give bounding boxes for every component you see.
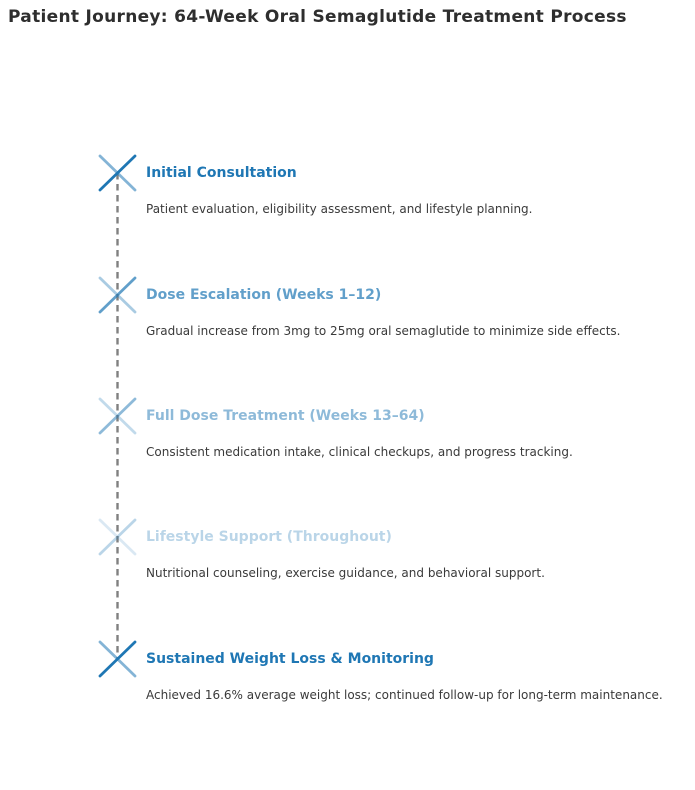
step-title: Sustained Weight Loss & Monitoring (146, 651, 434, 667)
timeline-step (146, 649, 691, 704)
timeline-step (146, 163, 691, 218)
timeline-step (146, 406, 691, 461)
step-title: Lifestyle Support (Throughout) (146, 529, 392, 545)
step-description: Achieved 16.6% average weight loss; continued follow-up for long-term maintenance. (146, 688, 663, 702)
step-description: Nutritional counseling, exercise guidance, and behavioral support. (146, 566, 545, 580)
step-marker-x-icon (100, 156, 135, 190)
step-description: Gradual increase from 3mg to 25mg oral semaglutide to minimize side effects. (146, 324, 621, 338)
page-title: Patient Journey: 64-Week Oral Semaglutide Treatment Process (8, 7, 627, 27)
step-title: Initial Consultation (146, 165, 297, 181)
step-marker-x-icon (100, 399, 135, 433)
timeline-step (146, 527, 691, 582)
step-marker-x-icon (100, 520, 135, 554)
step-description: Consistent medication intake, clinical checkups, and progress tracking. (146, 445, 573, 459)
step-description: Patient evaluation, eligibility assessment, and lifestyle planning. (146, 202, 533, 216)
step-title: Full Dose Treatment (Weeks 13–64) (146, 408, 425, 424)
step-marker-x-icon (100, 642, 135, 676)
step-title: Dose Escalation (Weeks 1–12) (146, 287, 382, 303)
step-marker-x-icon (100, 278, 135, 312)
timeline-step (146, 285, 691, 340)
